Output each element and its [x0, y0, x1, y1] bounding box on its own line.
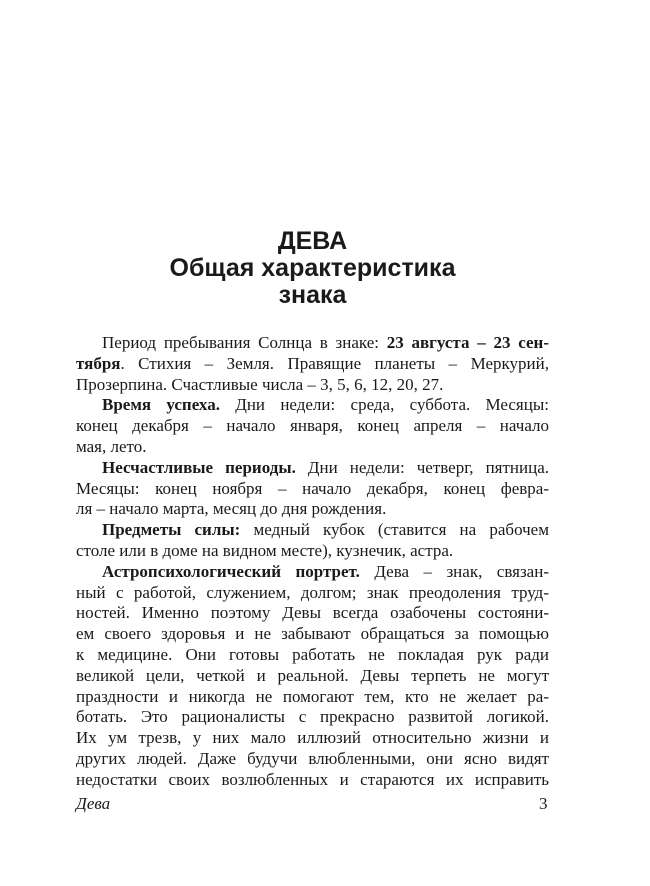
line-text: мая, лето.: [76, 436, 147, 456]
line-text: . Стихия – Земля. Правящие планеты – Меркурий,: [120, 353, 549, 373]
bold-lead: Предметы силы:: [102, 520, 241, 540]
line-text: ем своего здоровья и не забывают обращаться за помощью: [76, 624, 549, 644]
text-line: [76, 707, 549, 728]
line-text: других людей. Даже будучи влюбленными, они ясно видят: [76, 748, 549, 768]
text-line: [76, 479, 549, 500]
line-text: ля – начало марта, месяц до дня рождения.: [76, 499, 387, 519]
bold-lead: Астропсихологический портрет.: [102, 561, 360, 581]
bold-dates: 23 августа – 23 сен-: [386, 333, 549, 352]
text-line: [76, 458, 549, 479]
title-sign-name: ДЕВА: [277, 227, 348, 255]
line-text: Период пребывания Солнца в знаке:: [102, 333, 387, 352]
title-subtitle: Общая характеристика: [169, 254, 456, 282]
line-text: Их ум трезв, у них мало иллюзий относительно жизни и: [76, 728, 549, 748]
text-line: [76, 541, 549, 562]
line-text: конец декабря – начало января, конец апреля – начало: [76, 416, 549, 436]
text-line: [76, 728, 549, 749]
line-text: Месяцы: конец ноября – начало декабря, конец февра-: [76, 478, 549, 498]
chapter-title: [0, 228, 625, 309]
line-text: ный с работой, служением, долгом; знак преодоления труд-: [76, 582, 549, 602]
text-line: [76, 354, 549, 375]
line-text: великой цели, четкой и реальной. Девы терпеть не могут: [76, 665, 549, 685]
line-text: ботать. Это рационалисты с прекрасно развитой логикой.: [76, 707, 549, 727]
text-line: [76, 749, 549, 770]
page-number: 3: [539, 794, 548, 813]
line-text: Дни недели: среда, суббота. Месяцы:: [219, 395, 549, 415]
body-text: [76, 333, 549, 791]
text-line: [76, 562, 549, 583]
text-line: [76, 375, 549, 396]
text-line: [76, 603, 549, 624]
line-text: праздности и никогда не помогают тем, кто не желает ра-: [76, 686, 549, 706]
line-text: Прозерпина. Счастливые числа – 3, 5, 6, 12, 20, 27.: [76, 374, 444, 394]
line-text: недостатки своих возлюбленных и стараются их исправить: [76, 769, 549, 789]
text-line: [76, 583, 549, 604]
running-head: Дева: [76, 794, 111, 813]
text-line: [76, 437, 549, 458]
bold-lead: Несчастливые периоды.: [102, 457, 296, 477]
text-line: [76, 687, 549, 708]
line-text: столе или в доме на видном месте), кузнечик, астра.: [76, 540, 454, 560]
line-text: Дни недели: четверг, пятница.: [295, 457, 549, 477]
bold-lead: Время успеха.: [102, 395, 220, 415]
text-line: [76, 666, 549, 687]
text-line: [76, 624, 549, 645]
text-line: [76, 395, 549, 416]
text-line: [76, 333, 549, 354]
title-subtitle-cont: знака: [278, 281, 347, 309]
text-line: [76, 416, 549, 437]
text-line: [76, 770, 549, 791]
line-text: к медицине. Они готовы работать не покладая рук ради: [76, 644, 549, 664]
bold-lead: тября: [76, 353, 121, 373]
line-text: ностей. Именно поэтому Девы всегда озабочены состояни-: [76, 603, 549, 623]
line-text: медный кубок (ставится на рабочем: [240, 520, 549, 540]
text-line: [76, 520, 549, 541]
line-text: Дева – знак, связан-: [359, 561, 549, 581]
text-line: [76, 499, 549, 520]
text-line: [76, 645, 549, 666]
